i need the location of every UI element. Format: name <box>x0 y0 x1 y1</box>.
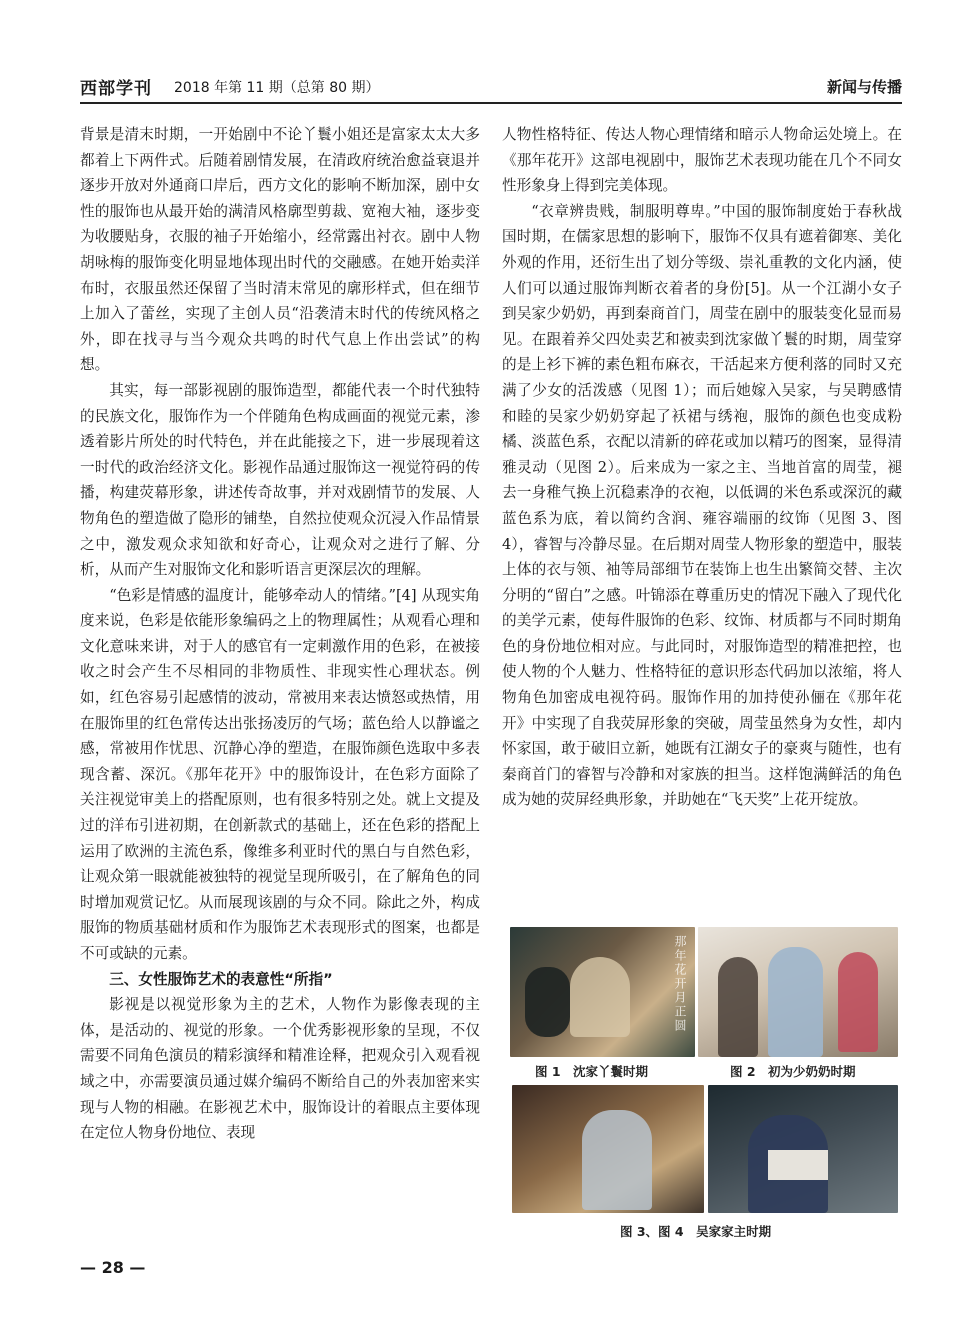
right-column <box>502 122 902 813</box>
section-title: 新闻与传播 <box>826 78 902 96</box>
issue-info: 2018 年第 11 期（总第 80 期） <box>174 80 380 96</box>
figure-3-4-caption: 图 3、图 4 吴家家主时期 <box>620 1224 772 1239</box>
paragraph: “色彩是情感的温度计，能够牵动人的情绪。”[4] 从现实角度来说，色彩是依能形象编码之上的物理属性；从观看心理和文化意味来讲，对于人的感官有一定刺激作用的色彩，在被接收之时会产生不尽相同的非物质性、非现实性心理状态。例如，红色容易引起感情的波动，常被用来表达愤怒或热情，用在服饰里的红色常传达出张扬凌厉的气场；蓝色给人以静谧之感，常被用作忧思、沉静心净的塑造，在服饰颜色选取中多表现含蓄、深沉。《那年花开》中的服饰设计，在色彩方面除了关注视觉审美上的搭配原则，也有很多特别之处。就上文提及过的洋布引进初期，在创新款式的基础上，还在色彩的搭配上运用了欧洲的主流色系，像维多利亚时代的黑白与自然色彩，让观众第一眼就能被独特的视觉呈现所吸引，在了解角色的同时增加观赏记忆。从而展现该剧的与众不同。除此之外，构成服饰的物质基础材质和作为服饰艺术表现形式的图案，也都是不可或缺的元素。 <box>80 586 480 962</box>
paragraph: “衣章辨贵贱，制服明尊卑。”中国的服饰制度始于春秋战国时期，在儒家思想的影响下，服饰不仅具有遮着御寒、美化外观的作用，还衍生出了划分等级、崇礼重教的文化内涵，使人们可以通过服饰判断衣着者的身份[5]。从一个江湖小女子到吴家少奶奶，再到秦商首门，周莹在剧中的服装变化显而易见。在跟着养父四处卖艺和被卖到沈家做丫鬟的时期，周莹穿的是上衫下裤的素色粗布麻衣，干活起来方便利落的同时又充满了少女的活泼感（见图 1）；而后她嫁入吴家，与吴聘感情和睦的吴家少奶奶穿起了袄裙与绣袍，服饰的颜色也变成粉橘、淡蓝色系，衣配以清新的碎花或加以精巧的图案，显得清雅灵动（见图 2）。后来成为一家之主、当地首富的周莹，褪去一身稚气换上沉稳素净的衣袍，以低调的米色系或深沉的藏蓝色系为底，着以简约含润、雍容端丽的纹饰（见图 3、图 4），睿智与冷静尽显。在后期对周莹人物形象的塑造中，服装上体的衣与领、袖等局部细节在装饰上也生出繁简交替、主次分明的“留白”之感。叶锦添在尊重历史的情况下融入了现代化的美学元素，使每件服饰的色彩、纹饰、材质都与不同时期角色的身份地位相对应。与此同时，对服饰造型的精准把控，也使人物的个人魅力、性格特征的意识形态代码加以浓缩，将人物角色加密成电视符码。服饰作用的加持使孙俪在《那年花开》中实现了自我荧屏形象的突破，周莹虽然身为女性，却内怀家国，敢于破旧立新，她既有江湖女子的豪爽与随性，也有秦商首门的睿智与冷静和对家族的担当。这样饱满鲜活的角色成为她的荧屏经典形象，并助她在“飞天奖”上花开绽放。 <box>502 202 902 809</box>
figure-1-photo <box>510 927 695 1057</box>
section-heading: 三、女性服饰艺术的表意性“所指” <box>109 970 333 988</box>
figure-2-photo <box>698 927 898 1057</box>
journal-name: 西部学刊 <box>80 79 152 99</box>
paragraph: 影视是以视觉形象为主的艺术，人物作为影像表现的主体，是活动的、视觉的形象。一个优秀影视形象的呈现，不仅需要不同角色演员的精彩演绎和精准诠释，把观众引入观看视域之中，亦需要演员通过媒介编码不断给自己的外表加密来实现与人物的相融。在影视艺术中，服饰设计的着眼点主要体现在定位人物身份地位、表现 <box>80 996 480 1142</box>
figure-4-photo <box>708 1085 898 1213</box>
watermark-text: 那年花开月正圆 <box>673 935 687 1033</box>
left-column <box>80 122 480 1146</box>
paragraph: 人物性格特征、传达人物心理情绪和暗示人物命运处境上。在《那年花开》这部电视剧中，服饰艺术表现功能在几个不同女性形象身上得到完美体现。 <box>502 126 902 195</box>
page-number: — 28 — <box>80 1258 146 1277</box>
paragraph: 背景是清末时期，一开始剧中不论丫鬟小姐还是富家太太大多都着上下两件式。后随着剧情发展，在清政府统治愈益衰退并逐步开放对外通商口岸后，西方文化的影响不断加深，剧中女性的服饰也从最开始的满清风格廓型剪裁、宽袍大袖，逐步变为收腰贴身，衣服的袖子开始缩小，经常露出衬衣。剧中人物胡咏梅的服饰变化明显地体现出时代的交融感。在她开始卖洋布时，衣服虽然还保留了当时清末常见的廓形样式，但在细节上加入了蕾丝，实现了主创人员“沿袭清末时代的传统风格之外，即在找寻与当今观众共鸣的时代气息上作出尝试”的构想。 <box>80 126 480 374</box>
figure-3-photo <box>512 1085 704 1213</box>
figure-1-caption: 图 1 沈家丫鬟时期 <box>535 1064 649 1079</box>
figure-2-caption: 图 2 初为少奶奶时期 <box>730 1064 856 1079</box>
page-header <box>80 68 902 104</box>
paragraph: 其实，每一部影视剧的服饰造型，都能代表一个时代独特的民族文化，服饰作为一个伴随角色构成画面的视觉元素，渗透着影片所处的时代特色，并在此能接之下，进一步展现着这一时代的政治经济文化。影视作品通过服饰这一视觉符码的传播，构建荧幕形象，讲述传奇故事，并对戏剧情节的发展、人物角色的塑造做了隐形的铺垫，自然拉使观众沉浸入作品情景之中，激发观众求知欲和好奇心，让观众对之进行了解、分析，从而产生对服饰文化和影听语言更深层次的理解。 <box>80 381 480 579</box>
